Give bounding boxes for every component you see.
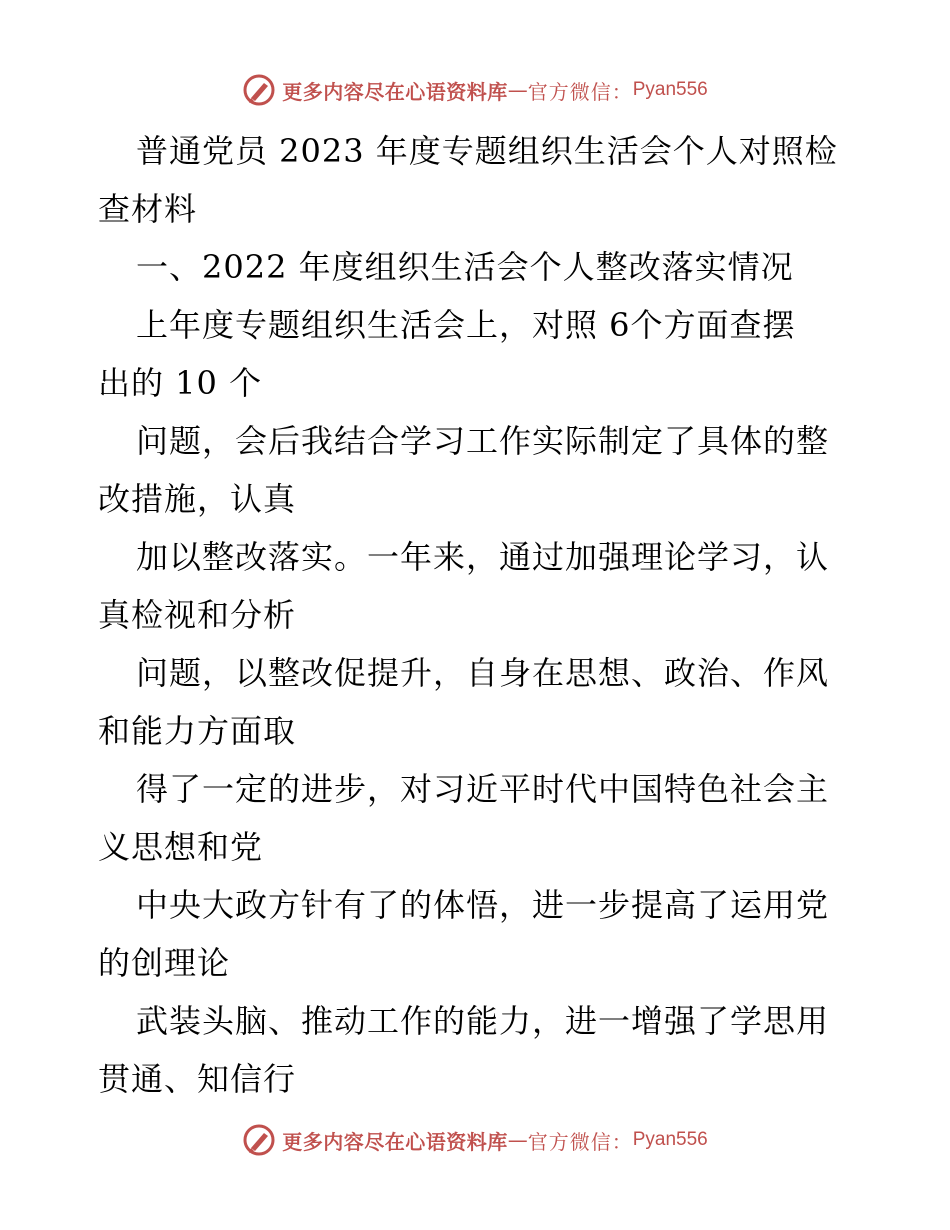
text-line: 和能力方面取 [98, 712, 297, 750]
text-line: 的创理论 [98, 944, 231, 982]
text-line: 贯通、知信行 [98, 1060, 297, 1098]
header-wechat-label: 官方微信： [527, 79, 633, 104]
text-line: 中央大政方针有了的体悟，进一步提高了运用党 [136, 886, 830, 924]
text-line: 问题，会后我结合学习工作实际制定了具体的整 [136, 422, 830, 460]
document-body [98, 122, 858, 1108]
text-line: 问题，以整改促提升，自身在思想、政治、作风 [136, 654, 830, 692]
text-line: 真检视和分析 [98, 596, 297, 634]
pen-logo-icon [242, 1123, 276, 1157]
footer-wechat-id: Pyan556 [632, 1129, 708, 1150]
header-separator: — [507, 78, 528, 102]
text-line: 义思想和党 [98, 828, 264, 866]
header-wechat-id: Pyan556 [632, 79, 708, 100]
text-line: 查材料 [98, 190, 198, 228]
pen-logo-icon [242, 73, 276, 107]
header-brand-text: 更多内容尽在心语资料库 [282, 79, 508, 104]
footer-brand-text: 更多内容尽在心语资料库 [282, 1129, 508, 1154]
text-line: 得了一定的进步，对习近平时代中国特色社会主 [136, 770, 830, 808]
footer-wechat-label: 官方微信： [527, 1129, 633, 1154]
text-line: 一、2022 年度组织生活会个人整改落实情况 [136, 248, 794, 286]
text-line: 上年度专题组织生活会上，对照 6个方面查摆 [136, 306, 796, 344]
header-banner [0, 70, 950, 110]
footer-separator: — [507, 1128, 528, 1152]
text-line: 改措施，认真 [98, 480, 297, 518]
text-line: 加以整改落实。一年来，通过加强理论学习，认 [136, 538, 830, 576]
text-line: 出的 10 个 [98, 364, 263, 402]
text-line: 武装头脑、推动工作的能力，进一增强了学思用 [136, 1002, 830, 1040]
text-line: 普通党员 2023 年度专题组织生活会个人对照检 [136, 132, 838, 170]
footer-banner [0, 1120, 950, 1160]
